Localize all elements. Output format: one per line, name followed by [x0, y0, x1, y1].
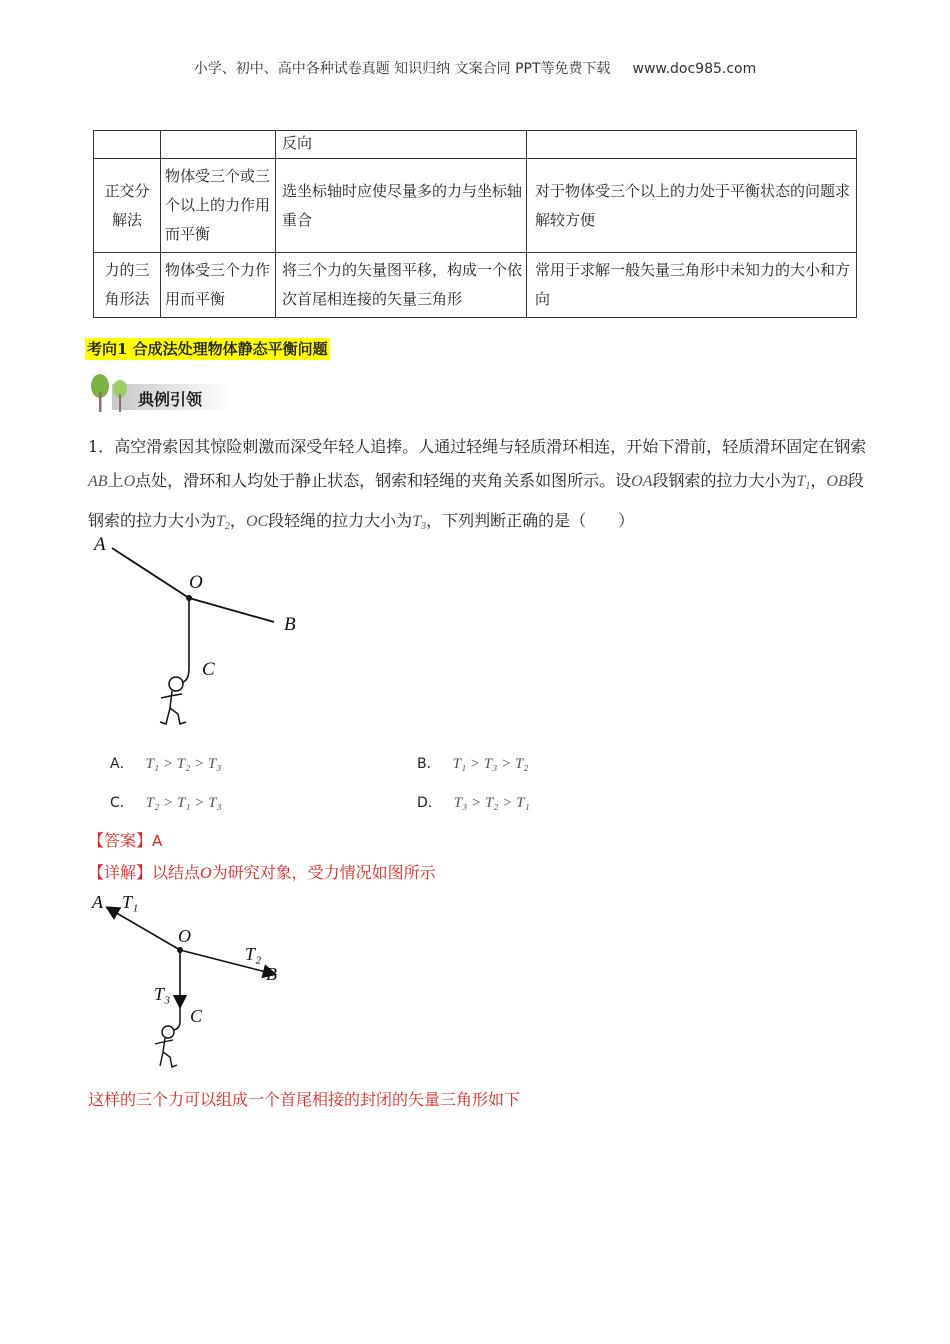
- table-row: [94, 253, 857, 318]
- question-fragment: ，: [810, 471, 827, 490]
- table-cell: 将三个力的矢量图平移，构成一个依次首尾相连接的矢量三角形: [276, 253, 527, 318]
- table-cell: 物体受三个力作用而平衡: [161, 253, 276, 318]
- node-O: [177, 947, 183, 953]
- math-var: OC: [245, 513, 269, 530]
- label-C: C: [190, 1006, 203, 1026]
- question-fragment: 段钢索的拉力大小为: [652, 471, 797, 490]
- label-A: A: [94, 534, 106, 555]
- option-label: A．: [110, 756, 134, 772]
- math-var: AB: [88, 473, 108, 490]
- question-fragment: 点处，滑环和人均处于静止状态，钢索和轻绳的夹角关系如图所示。设: [135, 471, 632, 490]
- question-fragment: ，: [229, 511, 246, 530]
- page-header: [0, 58, 950, 78]
- math-var: OA: [631, 473, 653, 490]
- table-cell: 反向: [276, 131, 527, 159]
- question-fragment: ，下列判断正确的是（ ）: [426, 511, 635, 530]
- option-expr: T₂ > T₁ > T₃: [145, 795, 222, 811]
- table-row: [94, 131, 857, 159]
- table-cell: 选坐标轴时应使尽量多的力与坐标轴重合: [276, 159, 527, 253]
- conclusion: 这样的三个力可以组成一个首尾相接的封闭的矢量三角形如下: [88, 1090, 521, 1109]
- option-d[interactable]: [417, 792, 530, 812]
- option-expr: T₃ > T₂ > T₁: [453, 795, 530, 811]
- table-cell: [527, 131, 857, 159]
- example-badge: [88, 372, 238, 414]
- cable-OB: [189, 598, 274, 622]
- rope-OC: [183, 598, 189, 682]
- force-diagram: [88, 886, 318, 1076]
- detail: [88, 860, 436, 883]
- label-B: B: [284, 614, 296, 635]
- detail-text: 为研究对象，受力情况如图所示: [211, 863, 436, 882]
- person-icon: [160, 677, 186, 724]
- math-var: OB: [826, 473, 848, 490]
- tree-icon: [88, 372, 136, 414]
- person-icon: [155, 1026, 177, 1067]
- question-fragment: 段轻绳的拉力大小为: [268, 511, 413, 530]
- question-fragment: 高空滑索因其惊险刺激而深受年轻人追捧。人通过轻绳与轻质滑环相连，开始下滑前，轻质滑环固定在钢索: [114, 437, 867, 456]
- answer-value: A: [152, 832, 163, 850]
- zipline-figure: [88, 528, 328, 738]
- header-text: 小学、初中、高中各种试卷真题 知识归纳 文案合同 PPT等免费下载: [193, 61, 611, 77]
- math-var: T: [412, 513, 422, 530]
- table-cell: 物体受三个或三个以上的力作用而平衡: [161, 159, 276, 253]
- header-site[interactable]: www.doc985.com: [632, 61, 757, 77]
- label-O: O: [178, 926, 191, 946]
- option-b[interactable]: [417, 753, 529, 773]
- table-cell: 力的三角形法: [94, 253, 161, 318]
- label-C: C: [202, 659, 215, 680]
- table-cell: 对于物体受三个以上的力处于平衡状态的问题求解较方便: [527, 159, 857, 253]
- table-cell: [94, 131, 161, 159]
- label-A: A: [92, 892, 103, 912]
- option-expr: T₁ > T₂ > T₃: [145, 756, 222, 772]
- option-label: C．: [110, 795, 134, 811]
- question-fragment: 上: [107, 471, 124, 490]
- cable-OA: [112, 548, 189, 598]
- label-T1: T₁: [122, 892, 139, 912]
- label-B: B: [266, 964, 277, 984]
- option-a[interactable]: [110, 753, 222, 773]
- math-sub: 2: [224, 521, 230, 532]
- math-var: T: [216, 513, 225, 530]
- force-T1-arrow: [108, 908, 180, 950]
- math-var: T: [796, 473, 806, 490]
- rope-OC: [174, 1006, 180, 1030]
- label-T2: T₂: [245, 944, 262, 964]
- question-text: [88, 430, 868, 544]
- table-cell: 常用于求解一般矢量三角形中未知力的大小和方向: [527, 253, 857, 318]
- question-number: 1．: [88, 437, 115, 456]
- answer-tag: 【答案】: [88, 831, 153, 850]
- option-label: D．: [417, 795, 442, 811]
- badge-label: 典例引领: [138, 390, 203, 409]
- math-sub: 1: [805, 481, 811, 492]
- question-fragment: 段钢索的拉力大小为: [88, 471, 864, 530]
- detail-tag: 【详解】: [88, 863, 153, 882]
- option-c[interactable]: [110, 792, 222, 812]
- section-title: 考向1 合成法处理物体静态平衡问题: [87, 340, 328, 358]
- label-O: O: [189, 572, 203, 593]
- label-T3: T₃: [154, 984, 171, 1004]
- table-cell: 正交分解法: [94, 159, 161, 253]
- math-var: O: [200, 865, 212, 882]
- math-sub: 3: [421, 521, 427, 532]
- methods-table: [93, 130, 857, 318]
- option-label: B．: [417, 756, 441, 772]
- answer: [88, 828, 162, 851]
- math-var: O: [123, 473, 136, 490]
- option-expr: T₁ > T₃ > T₂: [452, 756, 529, 772]
- detail-text: 以结点: [152, 863, 201, 882]
- table-row: [94, 159, 857, 253]
- table-cell: [161, 131, 276, 159]
